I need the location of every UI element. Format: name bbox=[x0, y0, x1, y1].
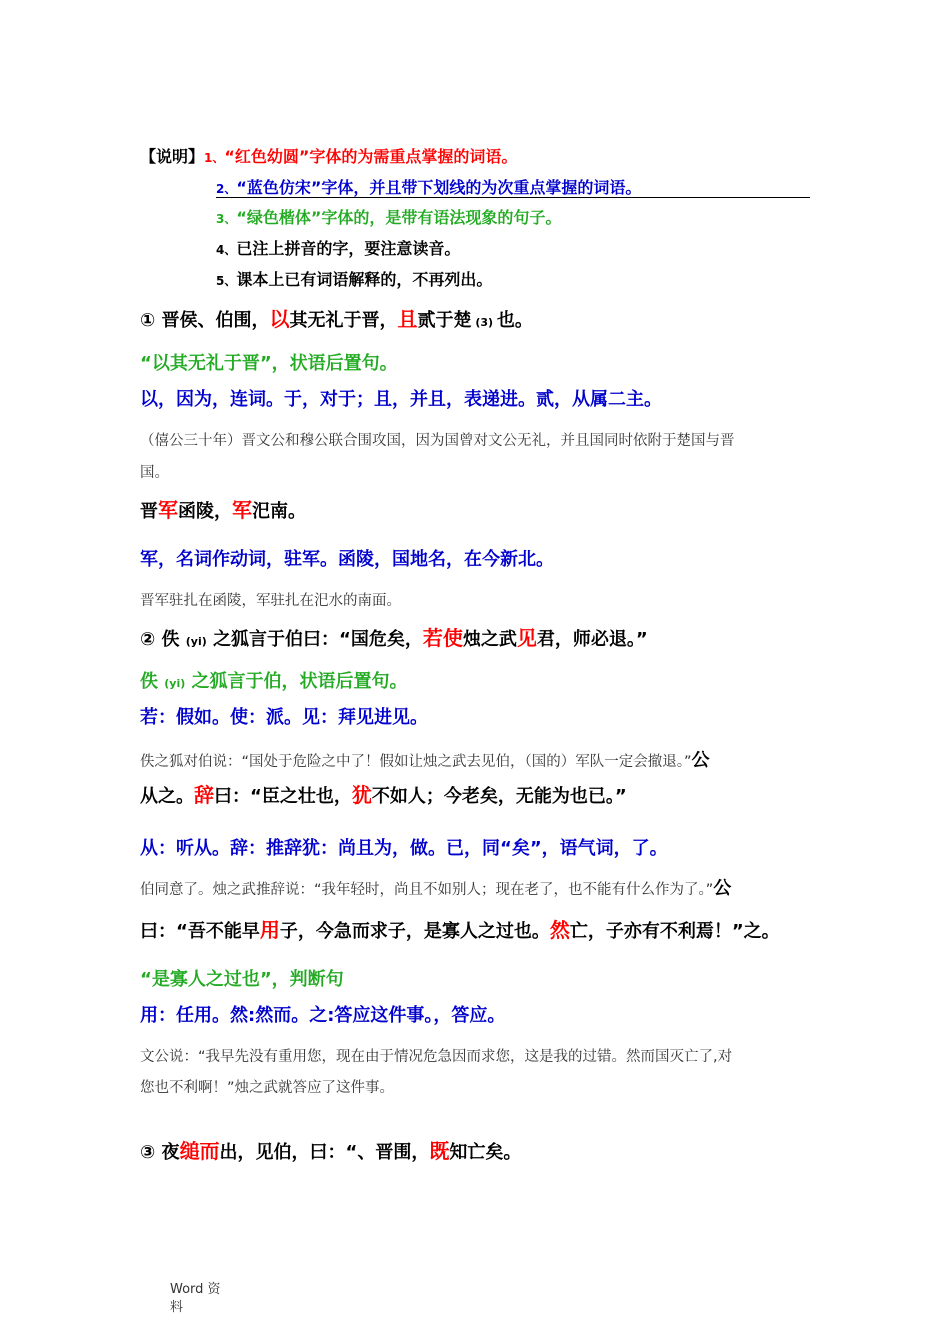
footnote-ref: (3) bbox=[471, 316, 497, 329]
grammar-note-4: “是寡人之过也”，判断句 bbox=[140, 969, 344, 990]
text: 曰：“吾不能早 bbox=[140, 921, 260, 942]
grammar-note-1: “以其无礼于晋”，状语后置句。 bbox=[140, 353, 398, 374]
key-word: 缒而 bbox=[179, 1139, 220, 1163]
key-word: 若使 bbox=[422, 626, 463, 650]
text: ① 晋侯、伯围， bbox=[140, 310, 270, 331]
note-number: 1、 bbox=[204, 151, 225, 165]
key-word: 军 bbox=[158, 498, 178, 522]
key-word: 既 bbox=[429, 1139, 450, 1163]
gloss-4: 用：任用。然:然而。之:答应这件事。，答应。 bbox=[140, 1005, 506, 1026]
note-line-4 bbox=[216, 239, 460, 258]
text: 之狐言于伯曰：“国危矣， bbox=[206, 629, 423, 650]
text: 亡，子亦有不利焉！”之。 bbox=[569, 921, 780, 942]
text: 贰于楚 bbox=[417, 310, 472, 331]
gloss-3: 从：听从。辞：推辞犹：尚且为，做。已，同“矣”，语气词，了。 bbox=[140, 838, 668, 859]
note-number: 5、 bbox=[216, 274, 237, 288]
text: 之狐言于伯，状语后置句。 bbox=[185, 671, 408, 692]
translation-4a: 文公说：“我早先没有重用您，现在由于情况危急因而求您，这是我的过错。然而国灭亡了,对 bbox=[140, 1049, 733, 1065]
text: 君，师必退。” bbox=[536, 629, 648, 650]
text: 子，今急而求子，是寡人之过也。 bbox=[279, 921, 550, 942]
translation-4b: 您也不利啊！”烛之武就答应了这件事。 bbox=[140, 1080, 395, 1096]
gloss-2: 若：假如。使：派。见：拜见进见。 bbox=[140, 707, 428, 728]
translation-2 bbox=[140, 750, 710, 772]
translation-1b: 国。 bbox=[140, 465, 169, 481]
key-word: 军 bbox=[232, 498, 252, 522]
note-text: “红色幼圆”字体的为需重点掌握的词语。 bbox=[224, 147, 518, 166]
note-number: 4、 bbox=[216, 243, 237, 257]
translation-3 bbox=[140, 878, 731, 900]
text: 知亡矣。 bbox=[449, 1142, 522, 1163]
text: 佚 bbox=[140, 671, 165, 692]
footer-line-1: Word 资 bbox=[170, 1282, 221, 1297]
pinyin: (yi) bbox=[164, 677, 186, 690]
note-line-5 bbox=[216, 270, 492, 289]
text: 不如人；今老矣，无能为也已。” bbox=[371, 786, 627, 807]
text: 晋 bbox=[140, 501, 158, 522]
pinyin: (yi) bbox=[185, 635, 207, 648]
key-word: 犹 bbox=[351, 783, 372, 807]
gloss-1: 以，因为，连词。于，对于；且，并且，表递进。贰，从属二主。 bbox=[140, 389, 662, 410]
key-word: 用 bbox=[259, 918, 280, 942]
note-number: 3、 bbox=[216, 212, 237, 226]
sentence-1b bbox=[140, 498, 306, 523]
key-word: 然 bbox=[549, 918, 570, 942]
note-text: “绿色楷体”字体的，是带有语法现象的句子。 bbox=[236, 208, 562, 227]
sentence-3 bbox=[140, 783, 627, 808]
text: 出，见伯，曰：“、晋围， bbox=[219, 1142, 430, 1163]
text: 汜南。 bbox=[252, 501, 306, 522]
note-text: 已注上拼音的字，要注意读音。 bbox=[236, 239, 461, 258]
note-heading: 【说明】 bbox=[140, 147, 205, 166]
sentence-5 bbox=[140, 1139, 521, 1164]
text: 烛之武 bbox=[462, 629, 517, 650]
sentence-1 bbox=[140, 307, 533, 332]
text: 也。 bbox=[496, 310, 533, 331]
note-line-1 bbox=[140, 147, 517, 166]
sentence-4 bbox=[140, 918, 780, 943]
underline-rule bbox=[216, 197, 810, 198]
grammar-note-2 bbox=[140, 671, 408, 693]
footer-line-2: 料 bbox=[170, 1300, 184, 1315]
note-line-2 bbox=[216, 178, 641, 197]
text: 伯同意了。烛之武推辞说：“我年轻时，尚且不如别人；现在老了，也不能有什么作为了。” bbox=[140, 882, 714, 898]
text: 佚之狐对伯说：“国处于危险之中了！假如让烛之武去见伯，（国的）军队一定会撤退。” bbox=[140, 754, 692, 770]
text: 其无礼于晋， bbox=[289, 310, 398, 331]
sentence-2 bbox=[140, 626, 648, 651]
gloss-1b: 军，名词作动词，驻军。函陵，国地名，在今新北。 bbox=[140, 549, 554, 570]
text: ② 佚 bbox=[140, 629, 186, 650]
note-line-3 bbox=[216, 208, 561, 227]
text: 公 bbox=[713, 878, 732, 899]
key-word: 见 bbox=[516, 626, 537, 650]
text: ③ 夜 bbox=[140, 1142, 180, 1163]
note-number: 2、 bbox=[216, 182, 237, 196]
key-word: 辞 bbox=[194, 783, 214, 807]
text: 公 bbox=[691, 750, 710, 771]
note-text: “蓝色仿宋”字体，并且带下划线的为次重点掌握的词语。 bbox=[236, 178, 642, 197]
translation-1c: 晋军驻扎在函陵，军驻扎在汜水的南面。 bbox=[140, 593, 401, 609]
text: 从之。 bbox=[140, 786, 194, 807]
text: 函陵， bbox=[178, 501, 232, 522]
text: 曰：“臣之壮也， bbox=[214, 786, 352, 807]
key-word: 且 bbox=[397, 307, 418, 331]
translation-1a: （僖公三十年）晋文公和穆公联合围攻国，因为国曾对文公无礼，并且国同时依附于楚国与晋 bbox=[140, 433, 735, 449]
key-word: 以 bbox=[269, 307, 290, 331]
note-text: 课本上已有词语解释的，不再列出。 bbox=[236, 270, 493, 289]
